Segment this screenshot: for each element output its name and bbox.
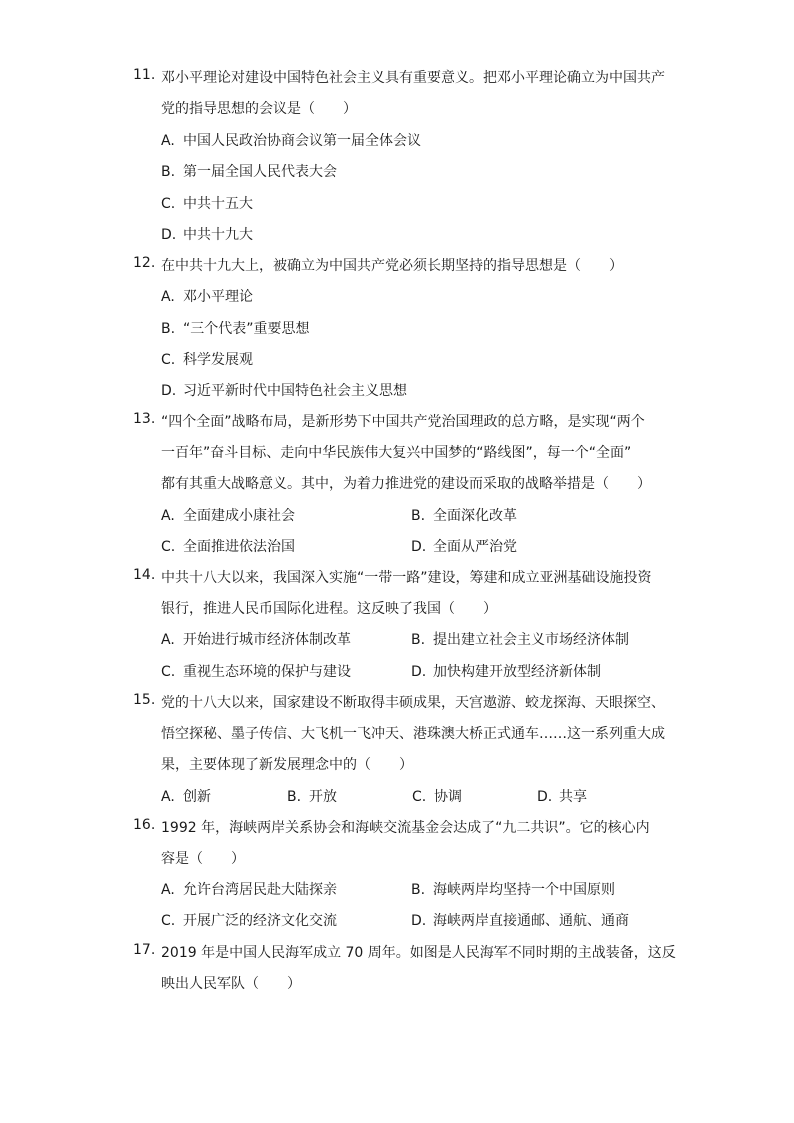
- option-letter: A.: [161, 632, 175, 648]
- option-a: [161, 286, 253, 306]
- option-text: “三个代表”重要思想: [183, 321, 310, 337]
- option-letter: A.: [161, 508, 175, 524]
- option-b: [411, 505, 517, 525]
- option-c: [412, 786, 462, 806]
- option-text: 全面从严治党: [433, 539, 517, 555]
- option-d: [161, 224, 253, 244]
- option-letter: D.: [411, 913, 427, 929]
- option-d: [161, 380, 407, 400]
- question-number: 15.: [133, 692, 156, 708]
- option-a: [161, 130, 421, 150]
- option-letter: B.: [287, 789, 302, 805]
- question-number: 13.: [133, 411, 156, 427]
- option-text: 协调: [434, 789, 462, 805]
- option-letter: B.: [161, 164, 176, 180]
- option-d: [411, 536, 517, 556]
- option-b: [161, 318, 310, 338]
- option-letter: A.: [161, 789, 175, 805]
- option-a: [161, 786, 211, 806]
- option-text: 中共十九大: [183, 227, 253, 243]
- option-text: 开展广泛的经济文化交流: [183, 913, 337, 929]
- option-letter: C.: [161, 352, 176, 368]
- option-letter: C.: [161, 664, 176, 680]
- option-letter: D.: [161, 383, 177, 399]
- option-text: 提出建立社会主义市场经济体制: [433, 632, 629, 648]
- question-stem-line: “四个全面”战略布局，是新形势下中国共产党治国理政的总方略，是实现“两个: [161, 414, 645, 430]
- option-letter: D.: [161, 227, 177, 243]
- question-number: 17.: [133, 942, 156, 958]
- option-b: [411, 629, 629, 649]
- question-stem-line: 中共十八大以来，我国深入实施“一带一路”建设，筹建和成立亚洲基础设施投资: [161, 570, 652, 586]
- question-number: 11.: [133, 67, 156, 83]
- question-stem-line: 1992 年，海峡两岸关系协会和海峡交流基金会达成了“九二共识”。它的核心内: [161, 820, 650, 836]
- option-a: [161, 629, 351, 649]
- question-stem-line: 邓小平理论对建设中国特色社会主义具有重要意义。把邓小平理论确立为中国共产: [161, 70, 665, 86]
- question-stem-line: 都有其重大战略意义。其中，为着力推进党的建设而采取的战略举措是（ ）: [161, 476, 651, 492]
- option-text: 开放: [309, 789, 337, 805]
- question-number: 12.: [133, 255, 156, 271]
- option-d: [411, 661, 601, 681]
- option-letter: D.: [411, 539, 427, 555]
- option-text: 加快构建开放型经济新体制: [433, 664, 601, 680]
- option-text: 开始进行城市经济体制改革: [183, 632, 351, 648]
- option-text: 中共十五大: [183, 196, 253, 212]
- option-letter: B.: [411, 882, 426, 898]
- option-letter: C.: [161, 539, 176, 555]
- option-d: [537, 786, 587, 806]
- option-text: 全面建成小康社会: [183, 508, 295, 524]
- option-letter: C.: [161, 913, 176, 929]
- option-c: [161, 910, 337, 930]
- option-b: [411, 879, 615, 899]
- option-text: 科学发展观: [183, 352, 253, 368]
- option-text: 习近平新时代中国特色社会主义思想: [183, 383, 407, 399]
- option-letter: A.: [161, 289, 175, 305]
- option-text: 全面深化改革: [433, 508, 517, 524]
- option-letter: D.: [411, 664, 427, 680]
- option-letter: A.: [161, 882, 175, 898]
- option-letter: C.: [161, 196, 176, 212]
- question-stem-line: 党的十八大以来，国家建设不断取得丰硕成果，天宫遨游、蛟龙探海、天眼探空、: [161, 695, 665, 711]
- option-letter: D.: [537, 789, 553, 805]
- option-b: [161, 161, 337, 181]
- option-a: [161, 505, 295, 525]
- question-stem-line: 果，主要体现了新发展理念中的（ ）: [161, 757, 413, 773]
- option-a: [161, 879, 337, 899]
- question-stem-line: 容是（ ）: [161, 851, 245, 867]
- option-c: [161, 193, 253, 213]
- option-letter: A.: [161, 133, 175, 149]
- question-stem-line: 党的指导思想的会议是（ ）: [161, 101, 357, 117]
- option-letter: B.: [411, 632, 426, 648]
- option-c: [161, 661, 351, 681]
- option-c: [161, 349, 253, 369]
- option-text: 创新: [183, 789, 211, 805]
- option-c: [161, 536, 295, 556]
- question-stem-line: 悟空探秘、墨子传信、大飞机一飞冲天、港珠澳大桥正式通车……这一系列重大成: [161, 726, 665, 742]
- option-b: [287, 786, 337, 806]
- question-stem-line: 银行，推进人民币国际化进程。这反映了我国（ ）: [161, 601, 497, 617]
- question-stem-line: 映出人民军队（ ）: [161, 976, 301, 992]
- option-text: 共享: [559, 789, 587, 805]
- question-stem-line: 在中共十九大上，被确立为中国共产党必须长期坚持的指导思想是（ ）: [161, 258, 623, 274]
- option-letter: B.: [411, 508, 426, 524]
- option-d: [411, 910, 629, 930]
- question-number: 14.: [133, 567, 156, 583]
- question-stem-line: 2019 年是中国人民海军成立 70 周年。如图是人民海军不同时期的主战装备，这反: [161, 945, 676, 961]
- option-text: 允许台湾居民赴大陆探亲: [183, 882, 337, 898]
- question-number: 16.: [133, 817, 156, 833]
- option-text: 海峡两岸直接通邮、通航、通商: [433, 913, 629, 929]
- option-letter: C.: [412, 789, 427, 805]
- option-text: 中国人民政治协商会议第一届全体会议: [183, 133, 421, 149]
- option-text: 重视生态环境的保护与建设: [183, 664, 351, 680]
- option-text: 邓小平理论: [183, 289, 253, 305]
- option-letter: B.: [161, 321, 176, 337]
- question-stem-line: 一百年”奋斗目标、走向中华民族伟大复兴中国梦的“路线图”，每一个“全面”: [161, 445, 632, 461]
- option-text: 第一届全国人民代表大会: [183, 164, 337, 180]
- option-text: 全面推进依法治国: [183, 539, 295, 555]
- option-text: 海峡两岸均坚持一个中国原则: [433, 882, 615, 898]
